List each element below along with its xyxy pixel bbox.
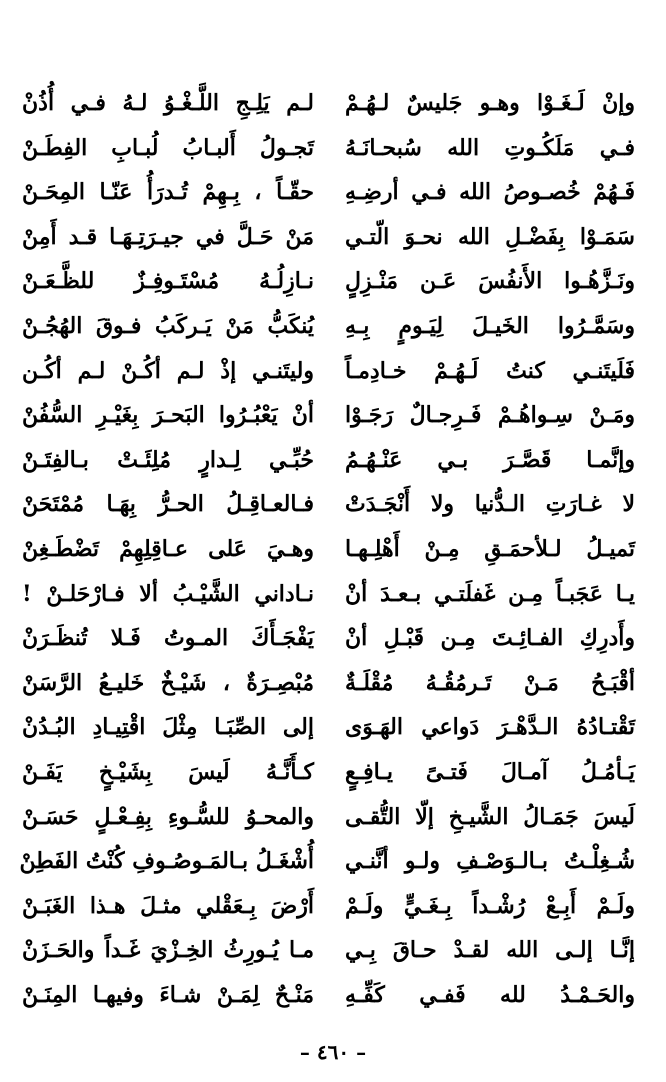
- verse-second-hemistich: أنْ يَعْبُـرُوا البَحـرَ بِغَيْـرِ السُّفُنْ: [22, 402, 314, 429]
- verse-first-hemistich: وإنْ لَـغَـوْا وهـو جَليسٌ لـهُـمْ: [345, 90, 635, 116]
- verse-first-hemistich: تَميـلُ لـلأحمَـقِ مِـنْ أَهْلِـهـا: [345, 535, 635, 562]
- verse-row: [0, 798, 666, 843]
- verse-first-hemistich: فـي مَلَكُـوتِ الله سُبحـانَـهُ: [345, 134, 635, 161]
- verse-first-hemistich: إنَّـا إلـى الله لقـدْ حـاقَ بِـي: [345, 937, 635, 964]
- verse-row: [0, 530, 666, 575]
- verse-first-hemistich: لا غـارَتِ الـدُّنيا ولا أَنْجَـدَتْ: [345, 491, 635, 518]
- verse-second-hemistich: أَرْضَ بِـعَقْلي مثـلَ هـذا الغَبَـنْ: [22, 892, 314, 919]
- verse-row: [0, 352, 666, 397]
- verse-row: [0, 173, 666, 218]
- verse-first-hemistich: سَمَـوْا بِفَضْـلِ الله نحـوَ الّتـي: [345, 223, 635, 250]
- verse-second-hemistich: نـازِلُـهُ مُسْتَـوفِـزٌ للظَّـعَـنْ: [22, 268, 314, 295]
- verse-first-hemistich: فَـهُمْ خُصـوصُ الله فـي أرضِـهِ: [345, 179, 635, 206]
- verse-second-hemistich: لـم يَلِـجِ اللَّـغْـوُ لـهُ فـي أُذُنْ: [22, 90, 314, 116]
- verse-second-hemistich: إلى الصِّبَـا مِثْلَ اقْتِيـادِ البُـدُنْ: [22, 714, 314, 741]
- verse-first-hemistich: وإنَّمـا قَصَّـرَ بـي عَنْـهُـمُ: [345, 446, 635, 473]
- verse-first-hemistich: ونَـزَّهُـوا الأَنفُسَ عَـن مَنْـزِلٍ: [345, 268, 635, 295]
- verse-first-hemistich: ومَـنْ سِـواهُـمْ فَـرِجـالٌ رَجَـوْا: [345, 402, 635, 429]
- verse-second-hemistich: وليتَنـي إذْ لـم أكُـنْ لـم أكُـن: [22, 357, 314, 384]
- verse-row: [0, 485, 666, 530]
- verse-second-hemistich: تَجـولُ أَلبـابُ لُبـابِ الفِطَـنْ: [22, 134, 314, 161]
- verse-first-hemistich: يـا عَجَبـاً مِـن غَفلَتـي بـعـدَ أنْ: [345, 580, 635, 607]
- page-number: – ٤٦٠ –: [299, 1040, 367, 1064]
- verse-row: [0, 262, 666, 307]
- verse-first-hemistich: والحَـمْـدُ لله فَفـي كَفِّـهِ: [345, 981, 635, 1008]
- verse-second-hemistich: نـاداني الشَّيْـبُ ألا فـارْحَلـنْ !: [22, 580, 314, 607]
- verse-second-hemistich: والمحـوُ للسُّـوءِ بِفِـعْـلٍ حَسَـنْ: [22, 803, 314, 830]
- verse-row: [0, 396, 666, 441]
- verse-second-hemistich: فـالعـاقِـلُ الحـرُّ بِهَـا مُمْتَحَنْ: [22, 491, 314, 518]
- verse-row: [0, 307, 666, 352]
- verse-first-hemistich: تَقْتـادُهُ الـدَّهْـرَ دَواعي الهَـوَى: [345, 714, 635, 741]
- verse-second-hemistich: مَنْ حَـلَّ في جيـرَتِـهَـا قـد أَمِنْ: [22, 223, 314, 250]
- verse-second-hemistich: كـأَنَّـهُ لَيسَ بِشَيْـخٍ يَفَـنْ: [22, 758, 314, 785]
- poem-body: [0, 84, 666, 1020]
- verse-first-hemistich: ولَـمْ أَبِـعْ رُشْـداً بِـغَـيٍّ ولَـمْ: [345, 892, 635, 919]
- verse-second-hemistich: مـا يُـورِثُ الخِـزْيَ غَـداً والحَـزَنْ: [22, 937, 314, 964]
- verse-first-hemistich: فَلَيتَنـي كنتُ لَـهُـمْ خـادِمـاً: [345, 357, 635, 384]
- verse-first-hemistich: شُـغِلْـتُ بـالـوَصْـفِ ولـو أنَّنـي: [345, 848, 635, 875]
- verse-first-hemistich: أقْبَـحُ مَـنْ تَـرمُقُـهُ مُقْلَـةٌ: [345, 669, 635, 696]
- verse-second-hemistich: يُنكَبُّ مَنْ يَـركَبُ فـوقَ الهُجُـنْ: [22, 312, 314, 339]
- verse-row: [0, 575, 666, 620]
- verse-first-hemistich: لَيسَ جَمَـالُ الشَّيـخِ إلّا التُّقـى: [345, 803, 635, 830]
- verse-second-hemistich: أُشْغَـلُ بـالمَـوصُـوفِ كُنْتُ الفَطِنْ: [19, 848, 314, 875]
- verse-row: [0, 441, 666, 486]
- verse-first-hemistich: وأَدرِكِ الفـائِـتَ مِـن قَبْـلِ أنْ: [345, 625, 635, 652]
- verse-second-hemistich: مُبْصِـرَةٌ ، شَيْـخٌ خَليـعُ الرَّسَنْ: [22, 669, 314, 696]
- verse-row: [0, 129, 666, 174]
- verse-first-hemistich: يَـأمُـلُ آمـالَ فَتـىً يـافِـعٍ: [345, 758, 635, 785]
- verse-second-hemistich: حقّـاً ، بِـهِمْ تُـدرَأُ عَنّـا المِحَـنْ: [22, 179, 314, 206]
- verse-second-hemistich: حُبِّـي لِـدارٍ مُلِئَـتْ بـالفِتَـنْ: [22, 446, 314, 473]
- verse-second-hemistich: وهـيَ عَلى عـاقِلِهِمْ تَضْطَـغِنْ: [22, 535, 314, 562]
- verse-row: [0, 842, 666, 887]
- verse-row: [0, 84, 666, 129]
- verse-row: [0, 976, 666, 1021]
- verse-row: [0, 664, 666, 709]
- verse-row: [0, 619, 666, 664]
- verse-row: [0, 931, 666, 976]
- verse-row: [0, 887, 666, 932]
- verse-second-hemistich: مَنْـحٌ لِمَـنْ شـاءَ وفيهـا المِنَـنْ: [22, 981, 314, 1008]
- verse-row: [0, 753, 666, 798]
- verse-row: [0, 708, 666, 753]
- verse-second-hemistich: يَفْجَـأَكَ المـوتُ فَـلا تُنظَـرَنْ: [22, 625, 314, 652]
- verse-row: [0, 218, 666, 263]
- verse-first-hemistich: وسَمَّـرُوا الخَيـلَ لِيَـومٍ بِـهِ: [345, 312, 635, 339]
